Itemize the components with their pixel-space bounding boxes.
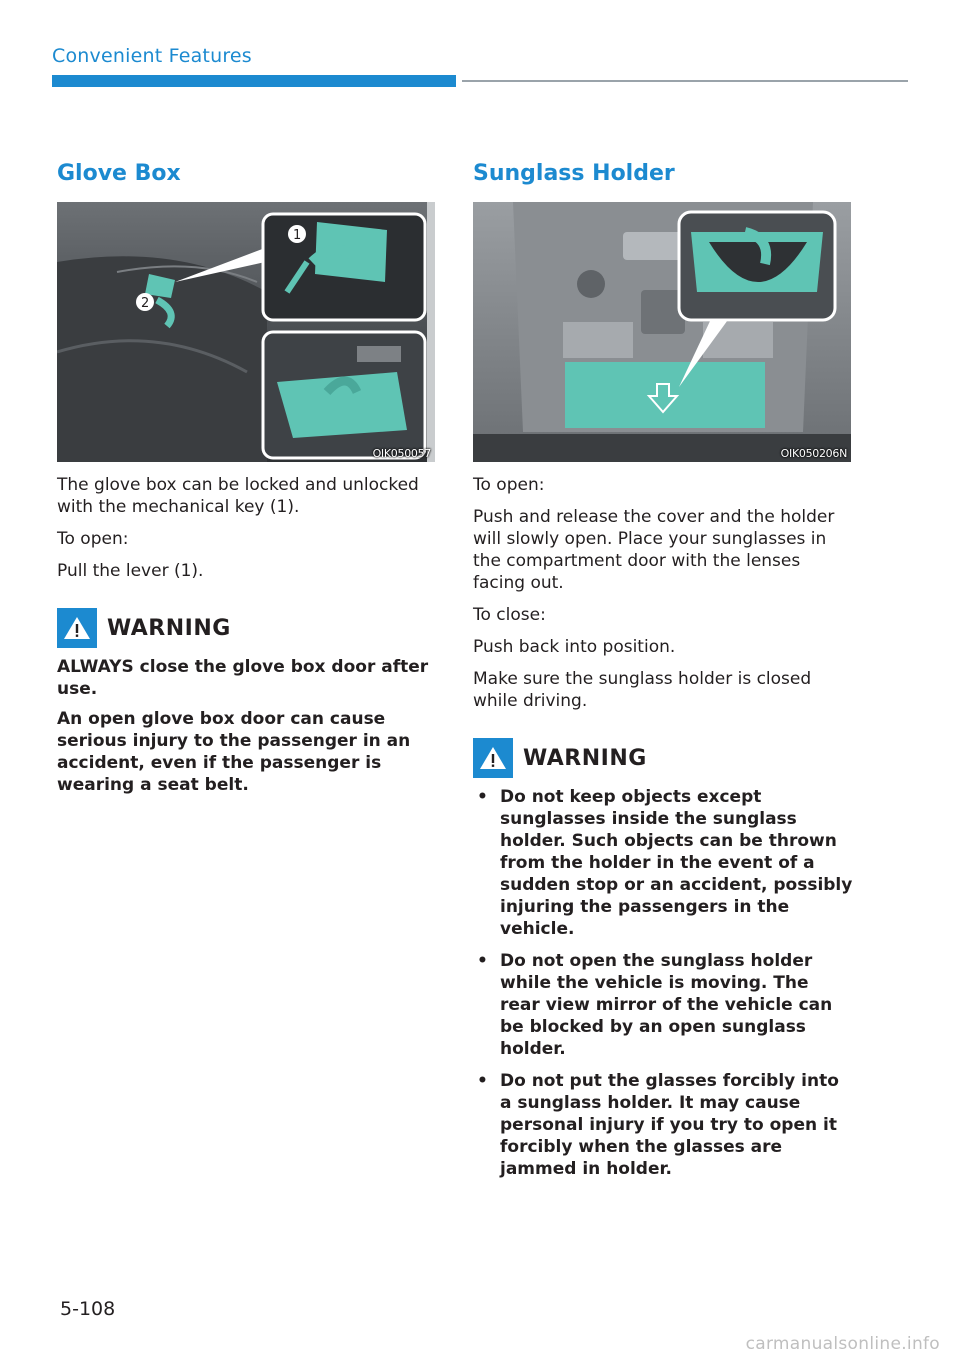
running-header: Convenient Features <box>52 45 252 67</box>
sunglass-holder-title: Sunglass Holder <box>473 161 675 186</box>
glove-box-title: Glove Box <box>57 161 181 186</box>
warning-triangle-icon <box>473 738 513 778</box>
sunglass-open-label: To open: <box>473 475 545 495</box>
glove-box-section <box>57 158 437 796</box>
glove-box-intro: The glove box can be locked and unlocked with the mechanical key (1). <box>57 475 419 517</box>
glove-box-open-label: To open: <box>57 529 129 549</box>
warning-paragraph: An open glove box door can cause serious injury to the passenger in an accident, even if the passenger is wearing a seat belt. <box>57 709 411 795</box>
warning-label: WARNING <box>107 615 231 641</box>
glove-box-illustration <box>57 202 435 462</box>
warning-item: • Do not keep objects except sunglasses inside the sunglass holder. Such objects can be thrown from the holder in the event of a sudden stop or an accident, possibly injuring the passengers in the vehicle. <box>473 786 853 940</box>
warning-label: WARNING <box>523 745 647 771</box>
sunglass-close-text: Push back into position. <box>473 637 676 657</box>
warning-paragraph: ALWAYS close the glove box door after use. <box>57 657 429 699</box>
header-rule <box>462 80 908 82</box>
glove-box-open-text: Pull the lever (1). <box>57 561 204 581</box>
sunglass-warning <box>473 738 853 1180</box>
glove-box-warning <box>57 608 437 796</box>
sunglass-holder-section <box>473 158 853 1190</box>
watermark: carmanualsonline.info <box>745 1334 940 1354</box>
sunglass-open-text: Push and release the cover and the holder will slowly open. Place your sunglasses in the compartment door with the lenses facing out. <box>473 507 835 593</box>
sunglass-close-label: To close: <box>473 605 546 625</box>
sunglass-holder-figure <box>473 202 851 462</box>
page-number: 5-108 <box>60 1298 116 1320</box>
glove-box-figure <box>57 202 435 462</box>
figure-code: OIK050057 <box>372 447 431 460</box>
callout-2: 2 <box>141 296 150 311</box>
header-rule-accent <box>52 75 456 87</box>
callout-1: 1 <box>293 228 302 243</box>
warning-item: • Do not put the glasses forcibly into a sunglass holder. It may cause personal injury if you try to open it forcibly when the glasses are jammed in holder. <box>473 1070 853 1180</box>
warning-item: • Do not open the sunglass holder while the vehicle is moving. The rear view mirror of the vehicle can be blocked by an open sunglass holder. <box>473 950 853 1060</box>
sunglass-holder-illustration <box>473 202 851 462</box>
sunglass-note: Make sure the sunglass holder is closed while driving. <box>473 669 812 711</box>
warning-triangle-icon <box>57 608 97 648</box>
warning-list <box>473 786 853 1180</box>
figure-code: OIK050206N <box>780 447 847 460</box>
